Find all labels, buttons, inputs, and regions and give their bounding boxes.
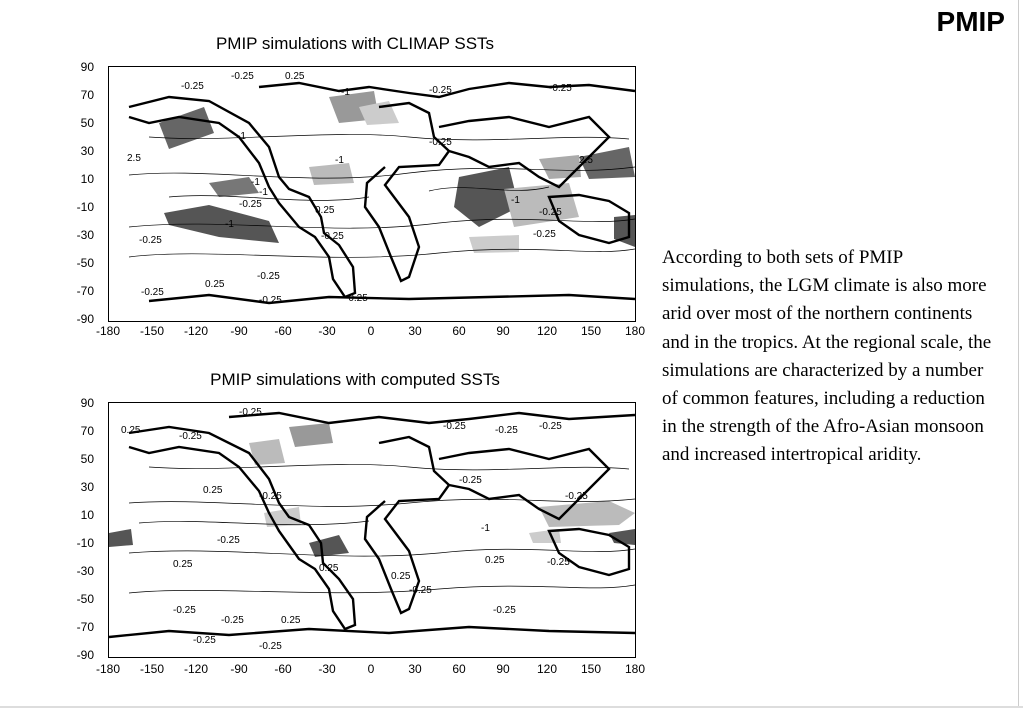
x-tick: -90 [230,324,248,338]
x-tick: 150 [580,324,602,338]
x-tick: 180 [624,662,646,676]
x-tick: 60 [452,662,466,676]
x-tick: 0 [367,324,375,338]
y-tick: -70 [76,620,94,634]
x-tick: -180 [95,324,121,338]
map-panel-climap [60,30,650,350]
x-tick: 120 [536,662,558,676]
contour-label: -0.25 [533,229,556,240]
y-tick: -50 [76,592,94,606]
y-tick: 50 [80,452,94,466]
contour-label: -0.25 [193,635,216,646]
contour-label: -1 [335,155,344,166]
x-tick: 0 [367,662,375,676]
contour-label: -1 [511,195,520,206]
map-panel-computed [60,366,650,696]
contour-label: 0.25 [285,71,305,82]
contour-label: -0.25 [217,535,240,546]
contour-label: 0.25 [391,571,411,582]
x-tick: -120 [183,662,209,676]
contour-label: -0.25 [547,557,570,568]
y-tick: 90 [80,60,94,74]
contour-label: -0.25 [443,421,466,432]
y-tick: 90 [80,396,94,410]
y-tick: 10 [80,508,94,522]
contour-label: 2.5 [579,155,593,166]
contour-label: 0.25 [121,425,141,436]
contour-label: -0.25 [459,475,482,486]
map-drawing [109,67,635,321]
x-tick: 30 [408,662,422,676]
x-tick: -120 [183,324,209,338]
x-tick: 90 [496,662,510,676]
contour-label: -1 [341,87,350,98]
map-drawing [109,403,635,657]
contour-label: -0.25 [565,491,588,502]
y-tick: 30 [80,144,94,158]
x-tick: -90 [230,662,248,676]
contour-label: 0.25 [173,559,193,570]
x-tick: -30 [318,662,336,676]
contour-label: -0.25 [179,431,202,442]
contour-label: 0.25 [281,615,301,626]
precip-anomaly-map [108,66,636,322]
slide-description: According to both sets of PMIP simulations, the LGM climate is also more arid over most of the northern continents and in the tropics. At the regional scale, the simulations are characterized by a number of common features, including a reduction in the strength of the Afro-Asian monsoon and increased intertropical aridity. [662,247,992,466]
y-tick: -10 [76,536,94,550]
contour-label: 0.25 [203,485,223,496]
panel-title: PMIP simulations with CLIMAP SSTs [215,34,495,53]
contour-label: 0.25 [315,205,335,216]
y-tick: -70 [76,284,94,298]
contour-lines [129,464,635,593]
y-tick: 70 [80,424,94,438]
contour-label: -1 [225,219,234,230]
contour-label: 0.25 [485,555,505,566]
contour-label: 0.25 [205,279,225,290]
shaded-regions [109,423,635,557]
x-tick: -60 [274,662,292,676]
contour-label: -0.25 [139,235,162,246]
contour-label: -0.25 [239,199,262,210]
contour-label: -0.25 [409,585,432,596]
x-tick: -150 [139,324,165,338]
contour-label: -0.25 [231,71,254,82]
contour-label: -0.25 [539,207,562,218]
contour-label: 0.25 [319,563,339,574]
contour-label: -0.25 [259,295,282,306]
contour-label: -1 [481,523,490,534]
precip-anomaly-map [108,402,636,658]
x-tick: 150 [580,662,602,676]
contour-label: -0.25 [495,425,518,436]
y-tick: 70 [80,88,94,102]
contour-label: -0.25 [429,137,452,148]
contour-label: -0.25 [181,81,204,92]
contour-label: -0.25 [539,421,562,432]
y-tick: -30 [76,564,94,578]
contour-label: -0.25 [321,231,344,242]
y-tick: 50 [80,116,94,130]
x-tick: -150 [139,662,165,676]
x-tick: 60 [452,324,466,338]
contour-label: 2.5 [127,153,141,164]
contour-label: -0.25 [221,615,244,626]
contour-label: -0.25 [429,85,452,96]
contour-label: -0.25 [141,287,164,298]
y-tick: -10 [76,200,94,214]
contour-label: -0.25 [549,83,572,94]
x-tick: 120 [536,324,558,338]
x-tick: -180 [95,662,121,676]
right-border [1018,0,1019,708]
y-tick: 30 [80,480,94,494]
contour-label: -1 [251,177,260,188]
contour-label: -1 [259,187,268,198]
y-tick: -50 [76,256,94,270]
slide-title: PMIP [936,6,1005,37]
contour-label: -0.25 [239,407,262,418]
contour-label: -1 [237,131,246,142]
y-tick: 10 [80,172,94,186]
x-tick: -60 [274,324,292,338]
x-tick: 180 [624,324,646,338]
panel-title: PMIP simulations with computed SSTs [210,370,500,389]
contour-label: -0.25 [257,271,280,282]
contour-label: -0.25 [493,605,516,616]
contour-label: -0.25 [173,605,196,616]
x-tick: -30 [318,324,336,338]
contour-label: -0.25 [345,293,368,304]
y-tick: -90 [76,648,94,662]
x-tick: 30 [408,324,422,338]
contour-label: -0.25 [259,641,282,652]
y-tick: -90 [76,312,94,326]
x-tick: 90 [496,324,510,338]
contour-label: -0.25 [259,491,282,502]
y-tick: -30 [76,228,94,242]
